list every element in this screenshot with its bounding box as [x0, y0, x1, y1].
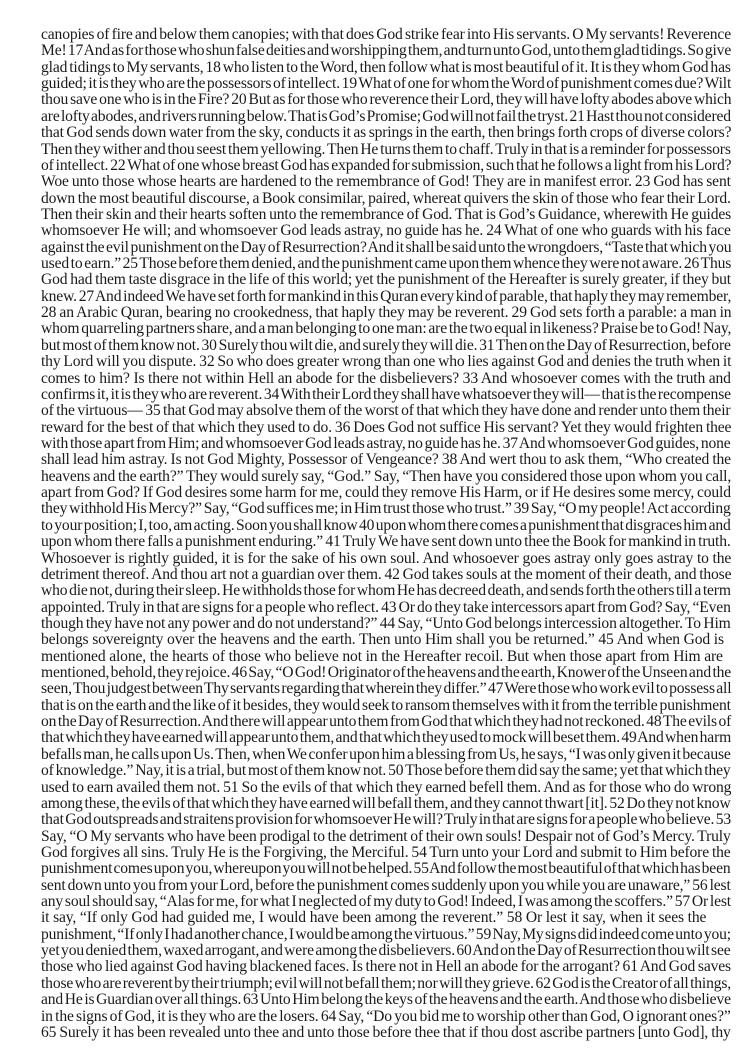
text-line: punishment comes upon you, whereupon you will not be helped. 55 And follow the most beautiful of that which has been — [41, 860, 731, 878]
text-line: guided; it is they who are the possessors of intellect. 19 What of one for whom the Word of punishment comes due? Wilt — [41, 75, 732, 93]
text-line: Woe unto those whose hearts are hardened to the remembrance of God! They are in manifest error. 23 God has sent — [41, 173, 731, 191]
text-line: 28 an Arabic Quran, bearing no crookedness, that haply they may be reverent. 29 God sets forth a parable: a man in — [41, 304, 732, 322]
text-line: in the signs of God, it is they who are the losers. 64 Say, “Do you bid me to worship other than God, O ignorant ones?” — [41, 1007, 731, 1025]
text-line: Then they wither and thou seest them yellowing. Then He turns them to chaff. Truly in that is a reminder for possessors — [41, 140, 731, 158]
text-line: whomsoever He will; and whomsoever God leads astray, no guide has he. 24 What of one who guards with his face — [41, 222, 731, 240]
text-line: though they have not any power and do not understand?” 44 Say, “Unto God belongs intercession altogether. To Him — [41, 614, 731, 632]
text-line: mentioned, behold, they rejoice. 46 Say, “O God! Originator of the heavens and the earth, Knower of the Unseen and the — [41, 664, 732, 682]
text-line: reward for the best of that which they used to do. 36 Does God not suffice His servant? Yet they would frighten thee — [41, 418, 732, 436]
text-line: thy Lord will you dispute. 32 So who does greater wrong than one who lies against God and denies the truth when it — [41, 353, 732, 371]
text-line: seen, Thou judgest between Thy servants regarding that wherein they differ.” 47 Were those who work evil to possess all — [41, 680, 732, 698]
text-line: that is on the earth and the like of it besides, they would seek to ransom themselves with it from the terrible punishment — [41, 696, 731, 714]
text-line: that God outspreads and straitens provision for whomsoever He will? Truly in that are signs for a people who believe. 53 — [41, 811, 731, 829]
text-line: apart from God? If God desires some harm for me, could they remove His Harm, or if He desires some mercy, could — [41, 484, 731, 502]
text-line: and He is Guardian over all things. 63 Unto Him belong the keys of the heavens and the earth. And those who disbelieve — [41, 991, 731, 1009]
text-line: to your position; I, too, am acting. Soon you shall know 40 upon whom there comes a punishment that disgraces him and — [41, 516, 731, 534]
text-line: of intellect. 22 What of one whose breast God has expanded for submission, such that he follows a light from his Lord? — [41, 156, 732, 174]
text-line: comes to him? Is there not within Hell an abode for the disbelievers? 33 And whosoever comes with the truth and — [41, 369, 731, 387]
text-line: canopies of fire and below them canopies; with that does God strike fear into His servants. O My servants! Reverence — [41, 26, 731, 43]
text-line: down the most beautiful discourse, a Book consimilar, paired, whereat quivers the skin of those who fear their Lord. — [41, 189, 731, 207]
text-line: belongs sovereignty over the heavens and the earth. Then unto Him shall you be returned.” 45 And when God is — [41, 631, 724, 649]
text-line: that God sends down water from the sky, conducts it as springs in the earth, then brings forth crops of diverse colors? — [41, 124, 732, 142]
text-line: on the Day of Resurrection. And there will appear unto them from God that which they had not reckoned. 48 The evils of — [41, 713, 732, 731]
text-line: those who lied against God having blackened faces. Is there not in Hell an abode for the arrogant? 61 And God saves — [41, 958, 731, 976]
text-line: mentioned alone, the hearts of those who believe not in the Hereafter recoil. But when those apart from Him are — [41, 647, 723, 665]
text-line: Then their skin and their hearts soften unto the remembrance of God. That is God’s Guidance, wherewith He guides — [41, 205, 732, 223]
text-line: upon whom there falls a punishment enduring.” 41 Truly We have sent down unto thee the Book for mankind in truth. — [41, 533, 731, 551]
text-line: used to earn.” 25 Those before them denied, and the punishment came upon them whence they were not aware. 26 Thus — [41, 255, 732, 273]
text-line: that which they have earned will appear unto them, and that which they used to mock will beset them. 49 And when harm — [41, 729, 732, 747]
text-line: God had them taste disgrace in the life of this world; yet the punishment of the Hereafter is surely greater, if they but — [41, 271, 731, 289]
text-line: detriment thereof. And thou art not a guardian over them. 42 God takes souls at the moment of their death, and those — [41, 565, 732, 583]
text-line: are lofty abodes, and rivers running below. That is God’s Promise; God will not fail the tryst. 21 Hast thou not considered — [41, 107, 731, 125]
text-line: glad tidings to My servants, 18 who listen to the Word, then follow what is most beautiful of it. It is they whom God has — [41, 58, 731, 76]
text-line: of knowledge.” Nay, it is a trial, but most of them know not. 50 Those before them did say the same; yet that which they — [41, 762, 731, 780]
text-line: confirms it, it is they who are reverent. 34 With their Lord they shall have whatsoever they will— that is the recompense — [41, 385, 731, 403]
text-line: knew. 27 And indeed We have set forth for mankind in this Quran every kind of parable, that haply they may remember, — [41, 287, 732, 305]
text-line: of the virtuous— 35 that God may absolve them of the worst of that which they have done and render unto them their — [41, 402, 731, 420]
text-line: any soul should say, “Alas for me, for what I neglected of my duty to God! Indeed, I was among the scoffers.” 57 Or lest — [41, 893, 731, 911]
text-line: they withhold His Mercy?” Say, “God suffices me; in Him trust those who trust.” 39 Say, “O my people! Act according — [41, 500, 731, 518]
text-line: 65 Surely it has been revealed unto thee and unto those before thee that if thou dost ascribe partners [unto God], thy — [41, 1023, 731, 1041]
text-line: Me! 17 And as for those who shun false deities and worshipping them, and turn unto God, unto them glad tidings. So give — [41, 42, 732, 60]
text-line: God forgives all sins. Truly He is the Forgiving, the Merciful. 54 Turn unto your Lord and submit to Him before the — [41, 843, 731, 861]
text-line: appointed. Truly in that are signs for a people who reflect. 43 Or do they take intercessors apart from God? Say, “Even — [41, 598, 731, 616]
document-page — [41, 27, 731, 1041]
text-line: used to earn availed them not. 51 So the evils of that which they earned befell them. And as for those who do wrong — [41, 778, 732, 796]
text-line: sent down unto you from your Lord, before the punishment comes suddenly upon you while you are unaware,” 56 lest — [41, 876, 731, 894]
text-line: thou save one who is in the Fire? 20 But as for those who reverence their Lord, they will have lofty abodes above which — [41, 91, 732, 109]
text-line: heavens and the earth?” They would surely say, “God.” Say, “Then have you considered those upon whom you call, — [41, 467, 732, 485]
text-line: it say, “If only God had guided me, I would have been among the reverent.” 58 Or lest it say, when it sees the — [41, 909, 707, 927]
text-line: against the evil punishment on the Day of Resurrection? And it shall be said unto the wrongdoers, “Taste that which you — [41, 238, 732, 256]
text-line: who die not, during their sleep. He withholds those for whom He has decreed death, and sends forth the others till a term — [41, 582, 731, 600]
text-line: befalls man, he calls upon Us. Then, when We confer upon him a blessing from Us, he says, “I was only given it because — [41, 745, 731, 763]
text-line: whom quarreling partners share, and a man belonging to one man: are the two equal in likeness? Praise be to God! Nay, — [41, 320, 732, 338]
text-line: yet you denied them, waxed arrogant, and were among the disbelievers. 60 And on the Day of Resurrection thou wilt see — [41, 942, 731, 960]
text-line: those who are reverent by their triumph; evil will not befall them; nor will they grieve. 62 God is the Creator of all things, — [41, 974, 732, 992]
text-line: but most of them know not. 30 Surely thou wilt die, and surely they will die. 31 Then on the Day of Resurrection, before — [41, 336, 731, 354]
text-line: punishment, “If only I had another chance, I would be among the virtuous.” 59 Nay, My signs did indeed come unto you; — [41, 925, 731, 943]
text-line: with those apart from Him; and whomsoever God leads astray, no guide has he. 37 And whomsoever God guides, none — [41, 434, 731, 452]
text-line: Whosoever is rightly guided, it is for the sake of his own soul. And whosoever goes astray only goes astray to the — [41, 549, 732, 567]
text-line: among these, the evils of that which they have earned will befall them, and they cannot thwart [it]. 52 Do they not know — [41, 794, 731, 812]
text-line: shall lead him astray. Is not God Mighty, Possessor of Vengeance? 38 And wert thou to ask them, “Who created the — [41, 451, 731, 469]
text-line: Say, “O My servants who have been prodigal to the detriment of their own souls! Despair not of God’s Mercy. Truly — [41, 827, 731, 845]
